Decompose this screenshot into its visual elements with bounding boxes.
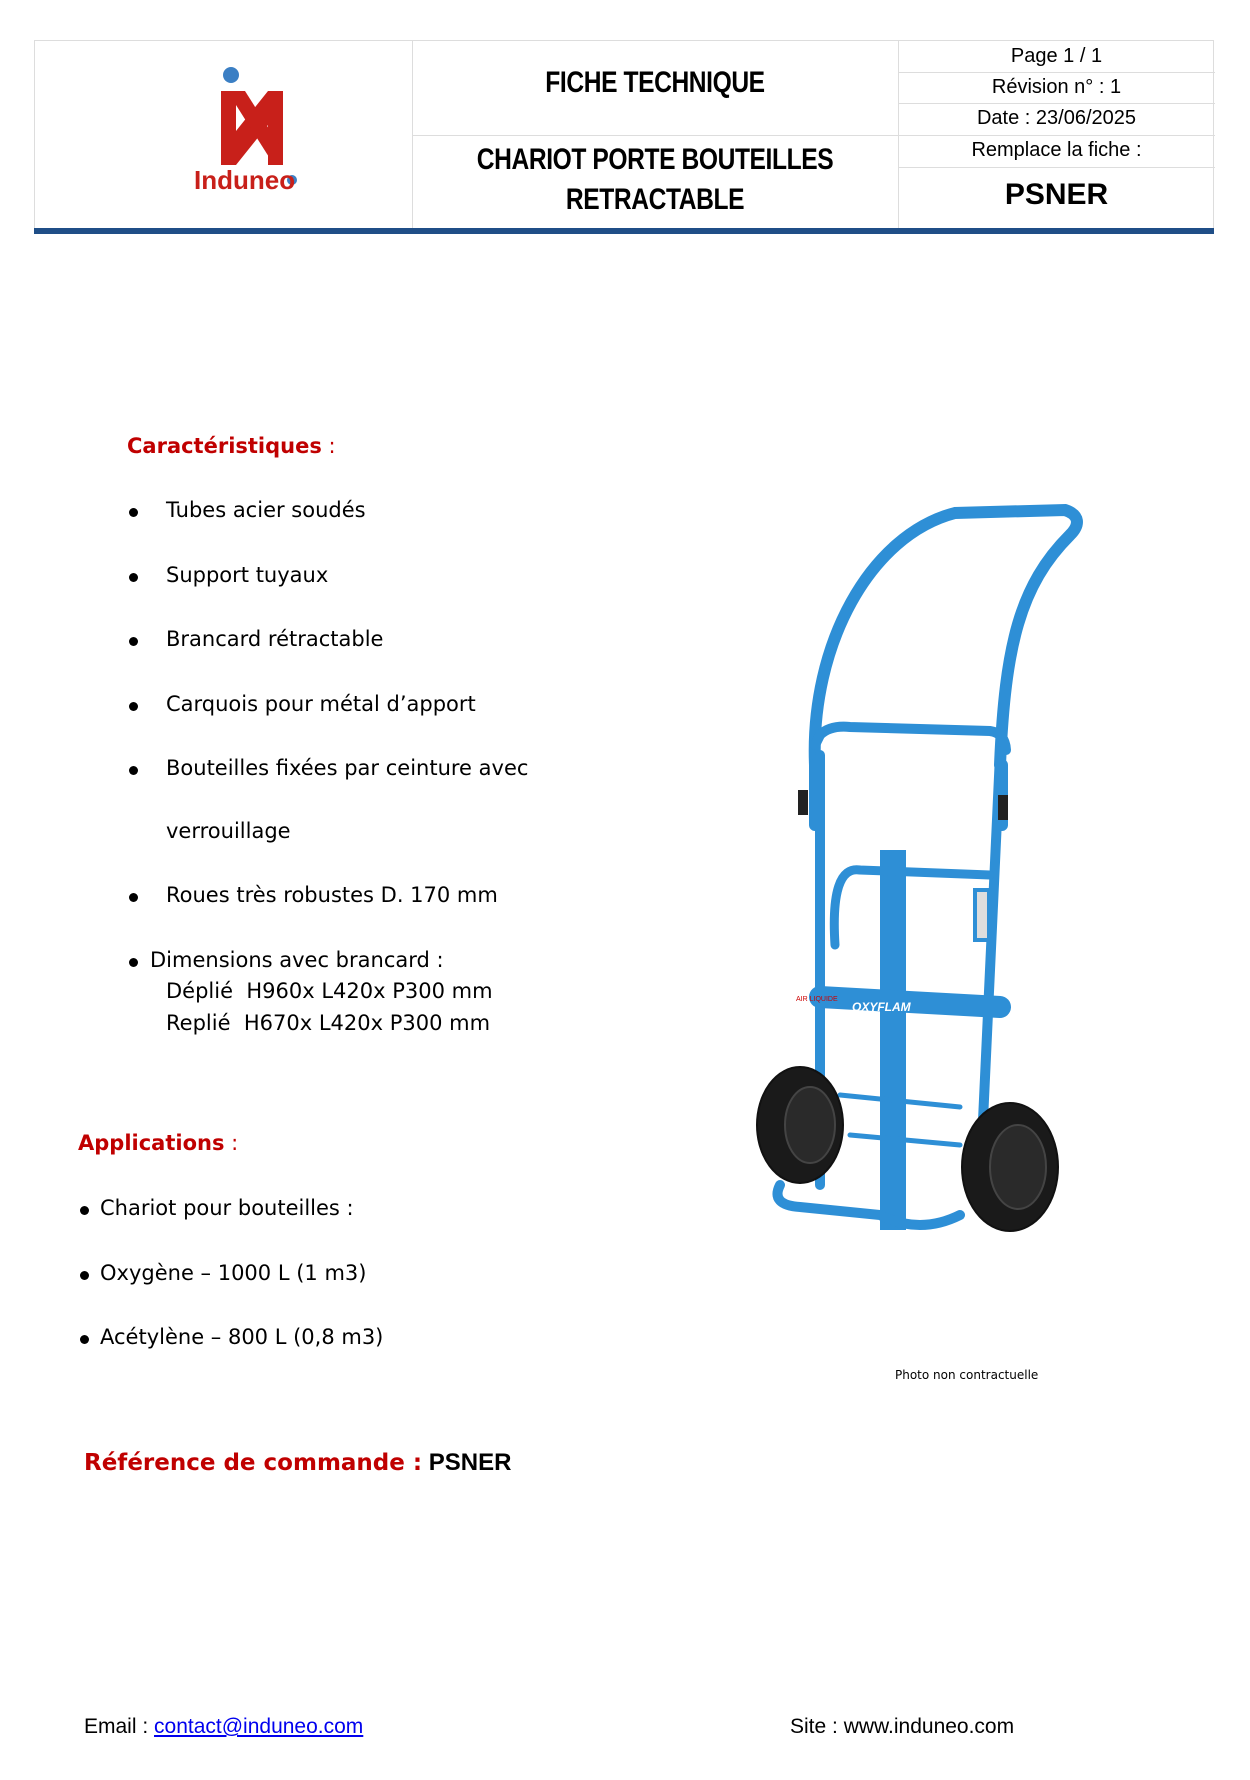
reference-code: PSNER [1004, 178, 1109, 211]
header-bar [34, 228, 1214, 234]
revision: Révision n° : 1 [991, 76, 1122, 98]
order-reference-value: PSNER [422, 1449, 512, 1476]
list-item: Tubes acier soudés [166, 498, 366, 522]
product-title-line1: CHARIOT PORTE BOUTEILLES [476, 143, 834, 176]
list-item: Brancard rétractable [166, 627, 384, 651]
replaces-label: Remplace la fiche : [971, 139, 1142, 161]
email-link[interactable]: contact@induneo.com [154, 1715, 364, 1738]
footer-site: Site : www.induneo.com [790, 1715, 1015, 1738]
doc-type-title: FICHE TECHNIQUE [545, 66, 765, 99]
list-item: Carquois pour métal d’apport [166, 692, 476, 716]
page-number: Page 1 / 1 [1010, 45, 1103, 67]
brand-label: OXYFLAM [852, 1000, 911, 1014]
photo-caption: Photo non contractuelle [895, 1368, 1039, 1382]
list-item: Support tuyaux [166, 563, 329, 587]
list-item: Bouteilles fixées par ceinture avec [166, 756, 529, 780]
order-reference [84, 1449, 511, 1477]
list-item: Oxygène – 1000 L (1 m3) [100, 1261, 367, 1285]
header-table [34, 40, 1214, 232]
list-item: Chariot pour bouteilles : [100, 1196, 354, 1220]
applications-heading: Applications : [78, 1131, 239, 1155]
footer-email [84, 1715, 363, 1739]
list-item: Roues très robustes D. 170 mm [166, 883, 498, 907]
logo-wordmark: Induneo [194, 165, 296, 195]
product-title [456, 140, 855, 220]
date: Date : 23/06/2025 [976, 107, 1136, 129]
dimensions-folded: Replié H670x L420x P300 mm [166, 1011, 491, 1035]
characteristics-heading: Caractéristiques : [127, 434, 336, 458]
list-item: Acétylène – 800 L (0,8 m3) [100, 1325, 384, 1349]
list-item-continuation: verrouillage [166, 819, 291, 843]
induneo-logo [145, 65, 305, 205]
dimensions-deployed: Déplié H960x L420x P300 mm [166, 979, 493, 1003]
dimensions-label: Dimensions avec brancard : [150, 948, 444, 972]
order-reference-label: Référence de commande : [84, 1450, 423, 1476]
email-label: Email : [84, 1715, 155, 1738]
sticker-label: AIR LIQUIDE [796, 996, 838, 1003]
product-photo [720, 495, 1110, 1265]
product-title-line2: RETRACTABLE [565, 183, 745, 216]
